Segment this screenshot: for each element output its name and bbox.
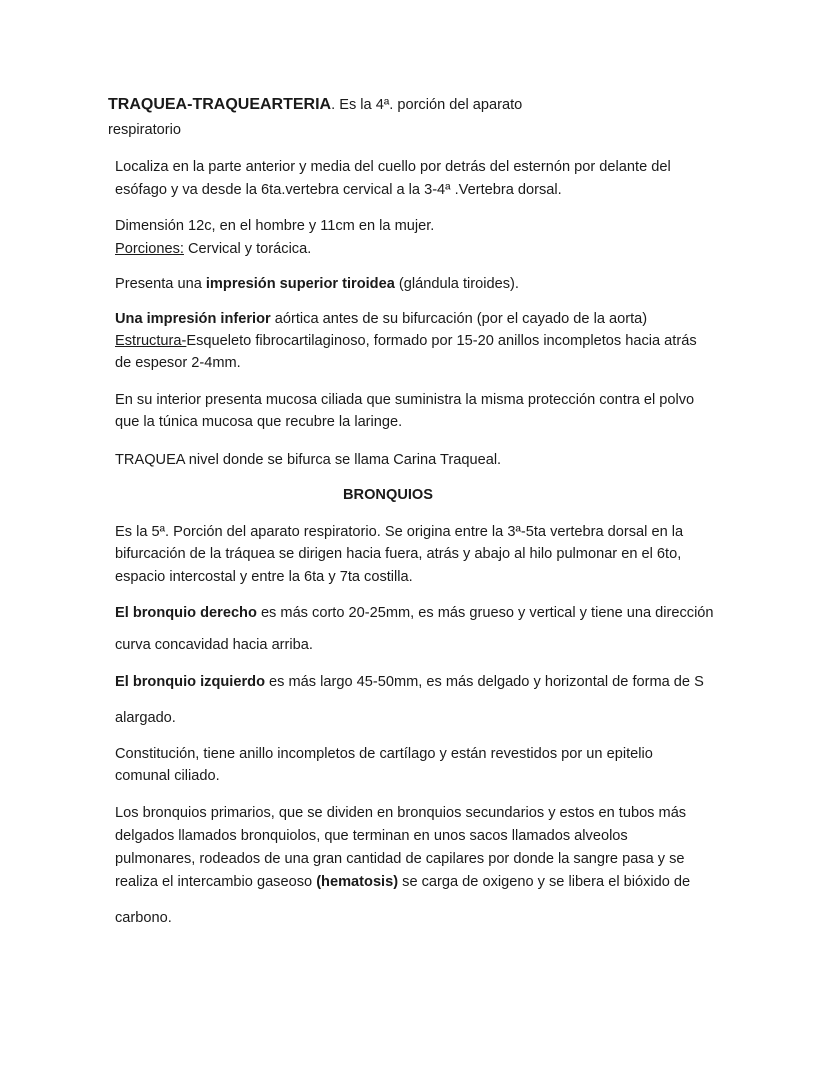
porciones-line: [115, 238, 311, 260]
title-continuation: respiratorio: [108, 122, 181, 138]
paragraph-interior-line-2: que la túnica mucosa que recubre la laringe.: [115, 414, 403, 430]
paragraph-primarios-line-1: Los bronquios primarios, que se dividen en bronquios secundarios y estos en tubos más: [115, 805, 687, 821]
paragraph-constitucion-line-2: comunal ciliado.: [115, 768, 220, 784]
hematosis-line: [115, 871, 690, 893]
paragraph-constitucion-line-1: Constitución, tiene anillo incompletos de cartílago y están revestidos por un epitelio: [115, 746, 653, 762]
derecho-rest: es más corto 20-25mm, es más grueso y vertical y tiene una dirección: [256, 605, 714, 621]
estructura-label: Estructura-: [115, 333, 187, 349]
izquierdo-bold: El bronquio izquierdo: [115, 674, 265, 690]
hematosis-post: se carga de oxigeno y se libera el bióxido de: [398, 874, 691, 890]
inferior-line: [115, 308, 647, 330]
inferior-bold: Una impresión inferior: [115, 311, 271, 327]
dimension-text: Dimensión 12c, en el hombre y 11cm en la mujer.: [115, 218, 435, 234]
derecho-bold: El bronquio derecho: [115, 605, 257, 621]
derecho-continuation: curva concavidad hacia arriba.: [115, 637, 313, 653]
inferior-rest: aórtica antes de su bifurcación (por el cayado de la aorta): [270, 311, 648, 327]
izquierdo-continuation: alargado.: [115, 710, 176, 726]
porciones-text: Cervical y torácica.: [183, 241, 312, 257]
title-heading: TRAQUEA-TRAQUEARTERIA: [108, 96, 332, 113]
bronquios-heading: [0, 484, 776, 506]
paragraph-bronquios-line-1: Es la 5ª. Porción del aparato respiratorio. Se origina entre la 3ª-5ta vertebra dorsal en la: [115, 524, 684, 540]
carina-text: TRAQUEA nivel donde se bifurca se llama Carina Traqueal.: [115, 452, 502, 468]
paragraph-interior-line-1: En su interior presenta mucosa ciliada que suministra la misma protección contra el polvo: [115, 392, 695, 408]
paragraph-primarios-line-3: pulmonares, rodeados de una gran cantidad de capilares por donde la sangre pasa y se: [115, 851, 685, 867]
paragraph-primarios-line-2: delgados llamados bronquiolos, que terminan en unos sacos llamados alveolos: [115, 828, 628, 844]
final-line: carbono.: [115, 910, 172, 926]
derecho-line: [115, 602, 714, 624]
izquierdo-line: [115, 671, 704, 693]
estructura-text: Esqueleto fibrocartilaginoso, formado por 15-20 anillos incompletos hacia atrás: [186, 333, 697, 349]
presenta-post: (glándula tiroides).: [394, 276, 519, 292]
title-line: [108, 94, 522, 116]
presenta-pre: Presenta una: [115, 276, 206, 292]
title-description: . Es la 4ª. porción del aparato: [331, 97, 523, 113]
estructura-continuation: de espesor 2-4mm.: [115, 355, 241, 371]
hematosis-pre: realiza el intercambio gaseoso: [115, 874, 317, 890]
presenta-bold: impresión superior tiroidea: [205, 276, 395, 292]
estructura-line: [115, 330, 697, 352]
presenta-line: [115, 273, 519, 295]
paragraph-bronquios-line-2: bifurcación de la tráquea se dirigen hacia fuera, atrás y abajo al hilo pulmonar en el 6to,: [115, 546, 682, 562]
porciones-label: Porciones:: [115, 241, 184, 257]
paragraph-localiza-line-1: Localiza en la parte anterior y media del cuello por detrás del esternón por delante del: [115, 159, 671, 175]
paragraph-localiza-line-2: esófago y va desde la 6ta.vertebra cervical a la 3-4ª .Vertebra dorsal.: [115, 182, 562, 198]
izquierdo-rest: es más largo 45-50mm, es más delgado y horizontal de forma de S: [264, 674, 704, 690]
bronquios-heading-text: BRONQUIOS: [343, 487, 433, 503]
hematosis-bold: (hematosis): [316, 874, 399, 890]
paragraph-bronquios-line-3: espacio intercostal y entre la 6ta y 7ta costilla.: [115, 569, 413, 585]
